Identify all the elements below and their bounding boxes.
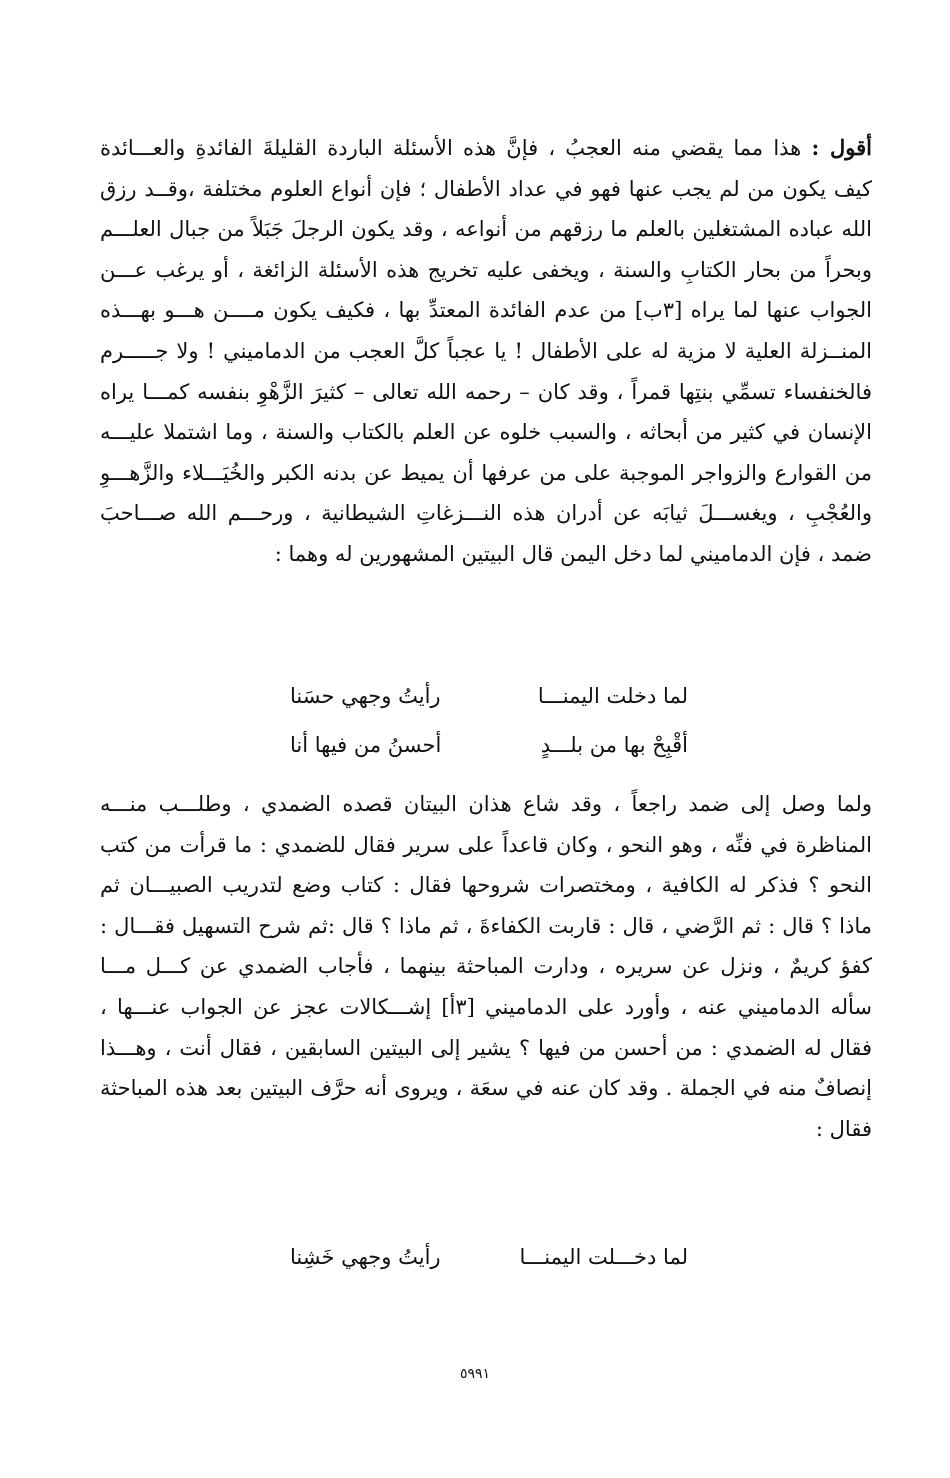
paragraph-1 xyxy=(100,128,872,575)
paragraph-line: الإنسان في كثير من أبحاثه ، والسبب خلوه عن العلم بالكتاب والسنة ، وما اشتملا عليـــه xyxy=(100,420,872,445)
paragraph-line: فقال له الضمدي : من أحسن من فيها ؟ يشير إلى البيتين السابقين ، فقال أنت ، وهـــذا xyxy=(100,1035,872,1060)
verse-line xyxy=(290,676,688,716)
verse-line xyxy=(290,1237,688,1277)
paragraph-line: والعُجْبِ ، ويغســـلَ ثيابَه عن أدران هذه النـــزغاتِ الشيطانية ، ورحـــم الله صـــاحبَ xyxy=(100,501,872,526)
paragraph-line: ضمد ، فإن الدماميني لما دخل اليمن قال البيتين المشهورين له وهما : xyxy=(274,541,872,566)
verse-line xyxy=(290,725,688,765)
verse-second-hemistich: أحسنُ من فيها أنا xyxy=(290,733,442,757)
verse-second-hemistich: رأيتُ وجهي حسَنا xyxy=(290,684,441,708)
paragraph-line: المناظرة في فنِّه ، وهو النحو ، وكان قاعداً على سرير فقال للضمدي : ما قرأت من كتب xyxy=(100,832,872,857)
paragraph-line: ماذا ؟ قال : ثم الرَّضي ، قال : قاربت الكفاءةَ ، ثم ماذا ؟ قال :ثم شرح التسهيل فقـــال : xyxy=(100,913,872,938)
verse-first-hemistich: أقْبِحْ بها من بلـــدٍ xyxy=(540,733,688,757)
paragraph-line: ولما وصل إلى ضمد راجعاً ، وقد شاع هذان البيتان قصده الضمدي ، وطلـــب منـــه xyxy=(100,792,872,816)
paragraph-line: المنــزلة العلية لا مزية له على الأطفال ! يا عجباً كلَّ العجب من الدماميني ! ولا جـــــرم xyxy=(100,338,872,363)
verse-second-hemistich: رأيتُ وجهي خَشِنا xyxy=(290,1245,441,1269)
paragraph-line: سأله الدماميني عنه ، وأورد على الدماميني [٣أ] إشـــكالات عجز عن الجواب عنـــها ، xyxy=(100,994,872,1019)
paragraph-line: إنصافٌ منه في الجملة . وقد كان عنه في سعَة ، ويروى أنه حرَّف البيتين بعد هذه المباحثة xyxy=(100,1076,872,1101)
paragraph-line: فقال : xyxy=(815,1116,872,1141)
verse-first-hemistich: لما دخلت اليمنـــا xyxy=(537,684,688,708)
paragraph-line: من القوارع والزواجر الموجبة على من عرفها أن يميط عن بدنه الكبر والخُيَـــلاء والزَّهـــوِ xyxy=(100,460,872,485)
paragraph-line: فالخنفساء تسمِّي بنتِها قمراً ، وقد كان – رحمه الله تعالى – كثيرَ الزَّهْوِ بنفسه كمـــا يراه xyxy=(100,379,872,404)
paragraph-line: النحو ؟ فذكر له الكافية ، ومختصرات شروحها فقال : كتاب وضع لتدريب الصبيـــان ثم xyxy=(100,873,872,898)
lead-word: أقول : xyxy=(811,135,872,160)
paragraph-2 xyxy=(100,784,872,1149)
page-number: ٥٩٩١ xyxy=(459,1366,491,1382)
paragraph-line: كيف يكون من لم يجب عنها فهو في عداد الأطفال ؛ فإن أنواع العلوم مختلفة ،وقــد رزق xyxy=(100,176,872,201)
paragraph-line: أقول : هذا مما يقضي منه العجبُ ، فإنَّ هذه الأسئلة الباردة القليلةَ الفائدةِ والعـــائدة xyxy=(100,135,872,160)
paragraph-line: كفؤ كريمٌ ، ونزل عن سريره ، ودارت المباحثة بينهما ، فأجاب الضمدي عن كـــل مـــا xyxy=(100,954,872,979)
verse-first-hemistich: لما دخـــلت اليمنـــا xyxy=(519,1245,688,1269)
paragraph-line: الجواب عنها لما يراه [٣ب] من عدم الفائدة المعتدِّ بها ، فكيف يكون مــــن هـــو بهـــذه xyxy=(100,298,872,323)
paragraph-line: الله عباده المشتغلين بالعلم ما رزقهم من أنواعه ، وقد يكون الرجلَ جَبَلاً من جبال العلـــم xyxy=(100,217,872,242)
paragraph-line: وبحراً من بحار الكتابِ والسنة ، ويخفى عليه تخريج هذه الأسئلة الزائغة ، أو يرغب عـــن xyxy=(100,257,872,282)
